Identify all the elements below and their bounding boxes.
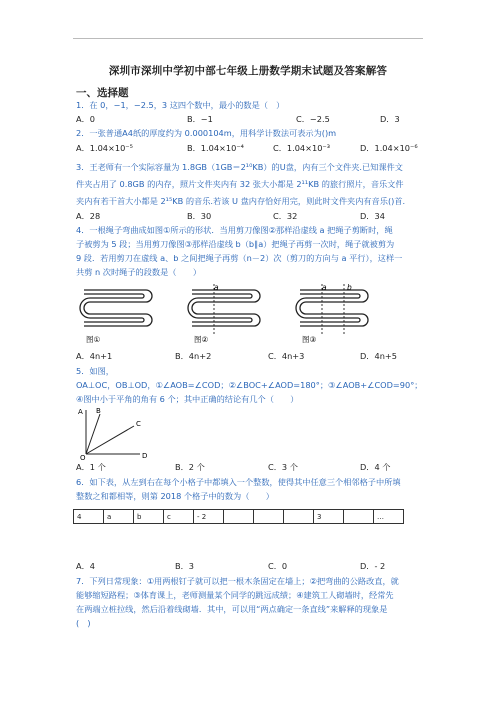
q4-option-d: D．4n+5 — [360, 351, 397, 361]
label-a-fig3: a — [322, 283, 327, 292]
grid-cell: - 2 — [194, 510, 224, 524]
q1-text: 1．在 0，−1，−2.5，3 这四个数中，最小的数是（ ） — [76, 100, 285, 110]
q6-line-2: 整数之和都相等，则第 2018 个格子中的数为（ ） — [76, 491, 274, 501]
q1-option-a: A．0 — [76, 114, 95, 124]
q2-option-a: A．1.04×10⁻⁵ — [76, 143, 133, 153]
grid-cell — [344, 510, 374, 524]
q7-line-3: 在两端立桩拉线，然后沿着线砌墙．其中，可以用“两点确定一条直线”来解释的现象是 — [76, 604, 388, 614]
q7-line-2: 能够缩短路程；③体育课上，老师测量某个同学的跳远成绩；④建筑工人砌墙时，经常先 — [76, 590, 394, 600]
q5-option-d: D．4 个 — [360, 462, 391, 472]
q6-option-d: D．- 2 — [360, 561, 386, 571]
q3-option-c: C．32 — [273, 211, 298, 221]
label-b-fig3: b — [347, 283, 352, 292]
rope-figure-2 — [188, 284, 260, 334]
rope-figure-3 — [296, 284, 368, 334]
grid-row — [74, 510, 404, 524]
q1-stem — [76, 100, 284, 110]
q2-option-d: D．1.04×10⁻⁶ — [360, 143, 418, 153]
q3-line-2: 件夹占用了 0.8GB 的内存，照片文件夹内有 32 张大小都是 2¹¹KB 的旅行照片，音乐文件 — [76, 179, 404, 189]
q4-line-2: 子被剪为 5 段；当用剪刀像图③那样沿虚线 b（b∥a）把绳子再剪一次时，绳子就被剪为 — [76, 239, 395, 249]
q5-line-2: ④图中小于平角的角有 6 个；其中正确的结论有几个（ ） — [76, 394, 299, 404]
q3-option-d: D．34 — [360, 211, 385, 221]
q5-option-a: A．1 个 — [76, 462, 106, 472]
q6-line-1: 6．如下表，从左到右在每个小格子中都填入一个整数，使得其中任意三个相邻格子中所填 — [76, 477, 401, 487]
q7-line-1: 7．下列日常现象：①用两根钉子就可以把一根木条固定在墙上；②把弯曲的公路改直，就 — [76, 576, 399, 586]
q4-option-a: A．4n+1 — [76, 351, 113, 361]
point-d-label: D — [142, 452, 148, 460]
q2-option-b: B．1.04×10⁻⁴ — [187, 143, 244, 153]
rope-figure-1 — [80, 290, 152, 326]
point-o-label: O — [80, 454, 86, 460]
number-grid — [73, 509, 404, 524]
q4-line-4: 共剪 n 次时绳子的段数是（ ） — [76, 267, 202, 277]
point-a-label: A — [78, 408, 83, 416]
grid-cell: a — [104, 510, 134, 524]
point-c-label: C — [136, 420, 141, 428]
q2-stem: 2．一张普通A4纸的厚度约为 0.000104m，用科学计数法可表示为()m — [76, 128, 337, 138]
q4-line-3: 9 段．若用剪刀在虚线 a、b 之间把绳子再剪（n－2）次（剪刀的方向与 a 平行），这样一 — [76, 253, 403, 263]
label-a-fig2: a — [214, 283, 219, 292]
q5-option-c: C．3 个 — [268, 462, 298, 472]
grid-cell — [254, 510, 284, 524]
q3-line-3: 夹内有若干首大小都是 2¹⁵KB 的音乐.若该 U 盘内存恰好用完，则此时文件夹内有音乐()首. — [76, 196, 406, 206]
grid-cell: 3 — [314, 510, 344, 524]
grid-cell — [284, 510, 314, 524]
q1-option-b: B．−1 — [187, 114, 213, 124]
q4-option-c: C．4n+3 — [268, 351, 305, 361]
caption-fig2: 图② — [194, 335, 209, 344]
q4-line-1: 4．一根绳子弯曲成如图①所示的形状．当用剪刀像图②那样沿虚线 a 把绳子剪断时，绳 — [76, 225, 393, 235]
grid-cell: b — [134, 510, 164, 524]
caption-fig1: 图① — [86, 335, 101, 344]
ray-oc — [86, 426, 134, 454]
q7-line-4: ( ) — [76, 618, 91, 628]
q5-line-1: OA⊥OC，OB⊥OD，①∠AOB=∠COD；②∠BOC+∠AOD=180°；③∠AOB+∠COD=90°； — [76, 380, 423, 390]
q2-option-c: C．1.04×10⁻³ — [273, 143, 331, 153]
grid-cell: c — [164, 510, 194, 524]
angle-figure — [72, 404, 152, 460]
grid-cell: 4 — [74, 510, 104, 524]
q1-option-d: D．3 — [380, 114, 400, 124]
q3-option-a: A．28 — [76, 211, 101, 221]
ray-ob — [86, 414, 100, 454]
caption-fig3: 图③ — [302, 335, 317, 344]
rope-figures — [76, 282, 396, 344]
q6-option-c: C．0 — [268, 561, 288, 571]
q6-option-b: B．3 — [175, 561, 195, 571]
section-heading: 一、选择题 — [76, 87, 129, 99]
page-title: 深圳市深圳中学初中部七年级上册数学期末试题及答案解答 — [108, 65, 388, 77]
grid-cell — [224, 510, 254, 524]
point-b-label: B — [96, 407, 101, 415]
q5-line-0: 5．如图， — [76, 366, 114, 376]
grid-cell: … — [374, 510, 404, 524]
q3-option-b: B．30 — [187, 211, 212, 221]
header-rule — [73, 38, 423, 39]
q4-option-b: B．4n+2 — [175, 351, 212, 361]
q5-option-b: B．2 个 — [175, 462, 205, 472]
q6-option-a: A．4 — [76, 561, 95, 571]
q1-option-c: C．−2.5 — [296, 114, 330, 124]
q3-line-1: 3．王老师有一个实际容量为 1.8GB（1GB＝2¹⁰KB）的U盘，内有三个文件夹.已知课件文 — [76, 162, 403, 172]
